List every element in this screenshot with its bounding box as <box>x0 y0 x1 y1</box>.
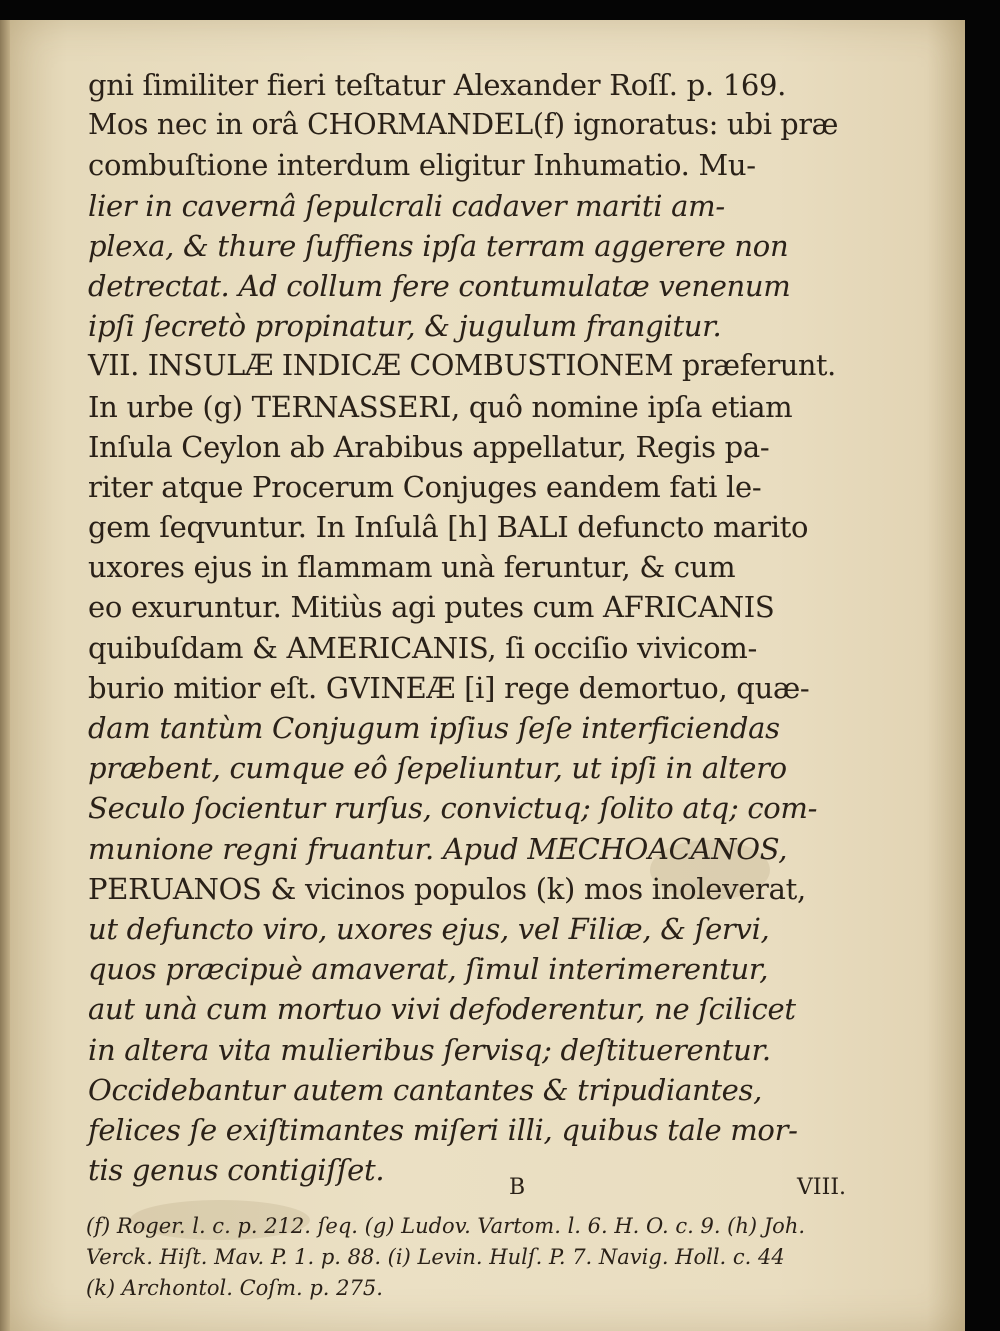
signature-mark: B <box>509 1175 526 1200</box>
text-line: lier in cavernâ ſepulcrali cadaver mariti am- <box>88 188 725 223</box>
footnote-line: (f) Roger. l. c. p. 212. ſeq. (g) Ludov. Vartom. l. 6. H. O. c. 9. (h) Joh. <box>86 1214 806 1238</box>
text-line: aut unà cum mortuo vivi defoderentur, ne ſcilicet <box>88 992 796 1027</box>
text-line: eo exuruntur. Mitiùs agi putes cum AFRICANIS <box>88 590 775 625</box>
text-line: Occidebantur autem cantantes & tripudiantes, <box>88 1072 763 1107</box>
text-line: in altera vita mulieribus ſervisq; deſtituerentur. <box>88 1032 771 1067</box>
text-line: gem ſeqvuntur. In Inſulâ [h] BALI defuncto marito <box>88 510 809 545</box>
body-text <box>88 65 848 1190</box>
text-line: quibuſdam & AMERICANIS, ſi occiſio vivicom- <box>88 630 757 665</box>
text-line: Mos nec in orâ CHORMANDEL(f) ignoratus: ubi præ <box>88 108 839 142</box>
text-line: plexa, & thure ſuffiens ipſa terram aggerere non <box>88 228 789 263</box>
text-line: gni ſimiliter fieri teſtatur Alexander Roſſ. p. 169. <box>88 68 787 102</box>
catchword: VIII. <box>797 1175 846 1200</box>
text-line: In urbe (g) TERNASSERI, quô nomine ipſa etiam <box>88 389 793 424</box>
text-line: VII. INSULÆ INDICÆ COMBUSTIONEM præferunt. <box>88 349 836 383</box>
text-line: quos præcipuè amaverat, ſimul interimerentur, <box>88 952 769 987</box>
text-line: ut defuncto viro, uxores ejus, vel Filiæ, & ſervi, <box>88 911 770 946</box>
text-line: Seculo ſocientur rurſus, convictuq; ſolito atq; com- <box>88 791 818 826</box>
text-line: PERUANOS & vicinos populos (k) mos inoleverat, <box>88 871 806 906</box>
text-line: uxores ejus in flammam unà feruntur, & cum <box>88 550 736 585</box>
text-line: Inſula Ceylon ab Arabibus appellatur, Regis pa- <box>88 429 770 464</box>
text-line: tis genus contigiſſet. <box>88 1153 385 1188</box>
footnote-line: (k) Archontol. Coſm. p. 275. <box>86 1276 383 1300</box>
text-line: felices ſe exiſtimantes miſeri illi, quibus tale mor- <box>88 1112 798 1147</box>
text-line: præbent, cumque eô ſepeliuntur, ut ipſi in altero <box>88 751 787 786</box>
signature-row <box>86 1175 846 1211</box>
text-line: combuſtione interdum eligitur Inhumatio. Mu- <box>88 148 756 183</box>
text-line: dam tantùm Conjugum ipſius ſeſe interficiendas <box>88 711 780 745</box>
footnote-line: Verck. Hiſt. Mav. P. 1. p. 88. (i) Levin. Hulſ. P. 7. Navig. Holl. c. 44 <box>86 1245 785 1269</box>
text-line: ipſi ſecretò propinatur, & jugulum frangitur. <box>88 309 722 344</box>
text-line: riter atque Procerum Conjuges eandem fati le- <box>88 469 762 504</box>
text-line: detrectat. Ad collum fere contumulatæ venenum <box>88 268 791 303</box>
page-footer <box>86 1175 846 1304</box>
text-line: burio mitior eſt. GVINEÆ [i] rege demortuo, quæ- <box>88 670 810 705</box>
text-line: munione regni fruantur. Apud MECHOACANOS, <box>88 831 788 866</box>
